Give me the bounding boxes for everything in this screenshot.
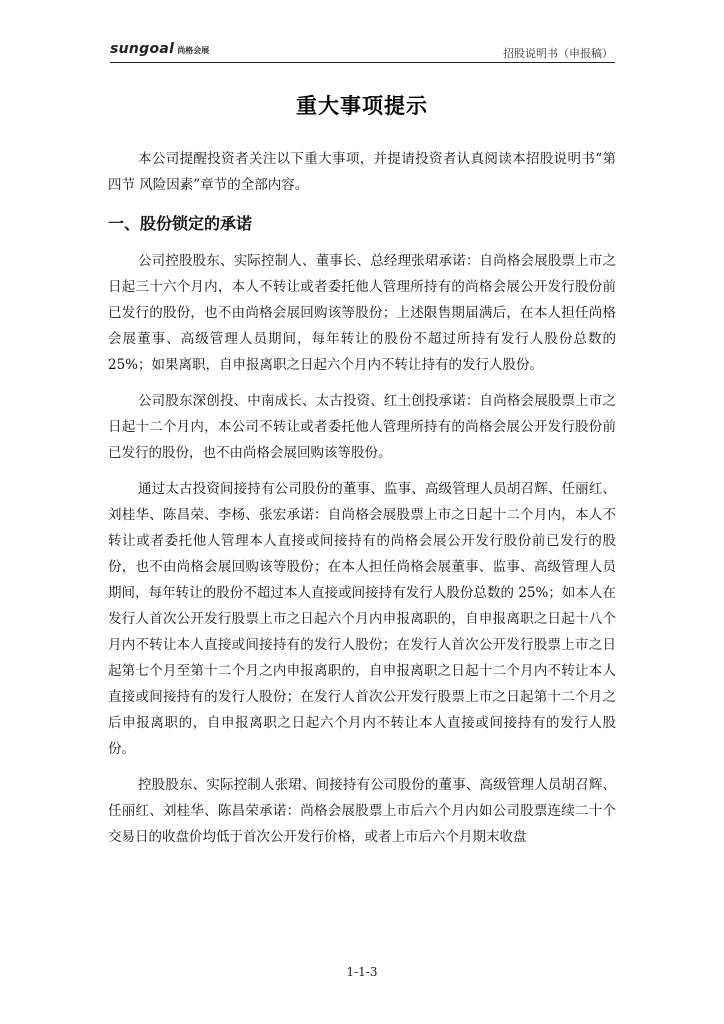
intro-paragraph: 本公司提醒投资者关注以下重大事项，并提请投资者认真阅读本招股说明书“第四节 风险因素”章节的全部内容。 (108, 151, 616, 193)
logo-chinese-name: 尚格会展 (177, 46, 210, 55)
company-logo (110, 41, 209, 57)
logo-wordmark: sungoal (110, 41, 175, 57)
paragraph: 控股股东、实际控制人张珺、间接持有公司股份的董事、高级管理人员胡召辉、任丽红、刘桂华、陈昌荣承诺：尚格会展股票上市后六个月内如公司股票连续二十个交易日的收盘价均低于首次公开发行价格，或者上市后六个月期末收盘 (108, 777, 616, 845)
main-content (108, 146, 616, 850)
section-heading: 一、股份锁定的承诺 (108, 214, 253, 233)
paragraph: 通过太古投资间接持有公司股份的董事、监事、高级管理人员胡召辉、任丽红、刘桂华、陈昌荣、李杨、张宏承诺：自尚格会展股票上市之日起十二个月内，本人不转让或者委托他人管理本人直接或间接持有的尚格会展公开发行股份前已发行的股份，也不由尚格会展回购该等股份；在本人担任尚格会展董事、监事、高级管理人员期间，每年转让的股份不超过本人直接或间接持有发行人股份总数的 25%；如本人在发行人首次公开发行股票上市之日起六个月内申报离职的，自申报离职之日起十八个月内不转让本人直接或间接持有的发行人股份；在发行人首次公开发行股票上市之日起第七个月至第十二个月之内申报离职的，自申报离职之日起十二个月内不转让本人直接或间接持有的发行人股份；在发行人首次公开发行股票上市之日起第十二个月之后申报离职的，自申报离职之日起六个月内不转让本人直接或间接持有的发行人股份。 (108, 481, 616, 757)
page-title: 重大事项提示 (296, 94, 428, 118)
page-number: 1-1-3 (346, 965, 378, 979)
paragraph: 公司股东深创投、中南成长、太古投资、红土创投承诺：自尚格会展股票上市之日起十二个月内，本公司不转让或者委托他人管理所持有的尚格会展公开发行股份前已发行的股份，也不由尚格会展回购该等股份。 (108, 393, 616, 461)
paragraph: 公司控股股东、实际控制人、董事长、总经理张珺承诺：自尚格会展股票上市之日起三十六个月内，本人不转让或者委托他人管理所持有的尚格会展公开发行股份前已发行的股份，也不由尚格会展回购该等股份；上述限售期届满后，在本人担任尚格会展董事、高级管理人员期间，每年转让的股份不超过所持有发行人股份总数的 25%；如果离职，自申报离职之日起六个月内不转让持有的发行人股份。 (108, 253, 616, 373)
page-header (110, 36, 615, 63)
document-label: 招股说明书（申报稿） (503, 47, 613, 60)
